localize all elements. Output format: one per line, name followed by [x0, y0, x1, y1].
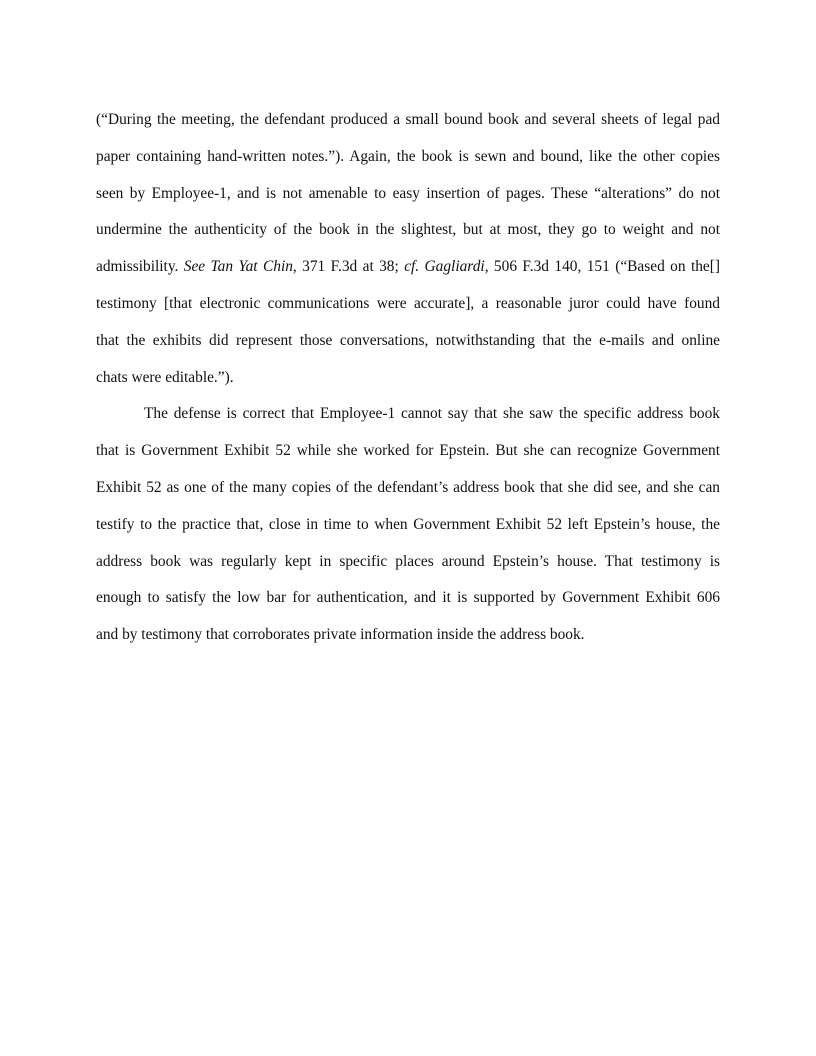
text-segment: , 371 F.3d at 38;	[292, 258, 405, 276]
text-line	[96, 404, 720, 424]
text-line	[96, 552, 720, 572]
text-segment: The defense is correct that Employee-1 cannot say that she saw the specific address book	[144, 405, 720, 423]
text-line	[96, 441, 720, 461]
text-segment: (“During the meeting, the defendant produced a small bound book and several sheets of legal pad	[96, 111, 720, 128]
text-line	[96, 220, 720, 240]
text-line	[96, 368, 720, 388]
text-line	[96, 110, 720, 130]
case-citation: cf. Gagliardi	[404, 258, 485, 276]
text-segment: enough to satisfy the low bar for authentication, and it is supported by Government Exhibit 606	[96, 589, 720, 607]
text-segment: that the exhibits did represent those conversations, notwithstanding that the e-mails and online	[96, 331, 720, 349]
text-line	[96, 625, 720, 645]
text-line	[96, 588, 720, 608]
text-segment: undermine the authenticity of the book in the slightest, but at most, they go to weight and not	[96, 221, 720, 239]
text-segment: testimony [that electronic communications were accurate], a reasonable juror could have found	[96, 295, 720, 312]
text-line	[96, 478, 720, 498]
text-segment: admissibility.	[96, 258, 184, 276]
case-citation: See Tan Yat Chin	[183, 258, 293, 276]
text-segment: testify to the practice that, close in time to when Government Exhibit 52 left Epstein’s house, the	[96, 515, 720, 533]
text-line	[96, 331, 720, 351]
text-segment: , 506 F.3d 140, 151 (“Based on the[]	[484, 258, 720, 276]
text-segment: paper containing hand-written notes.”). Again, the book is sewn and bound, like the other copies	[96, 147, 720, 165]
text-segment: that is Government Exhibit 52 while she worked for Epstein. But she can recognize Government	[96, 442, 720, 460]
text-line	[96, 257, 720, 277]
text-segment: seen by Employee-1, and is not amenable to easy insertion of pages. These “alterations” do not	[96, 184, 720, 202]
text-segment: Exhibit 52 as one of the many copies of the defendant’s address book that she did see, and she can	[96, 479, 720, 496]
text-segment: chats were editable.”).	[96, 368, 234, 386]
text-line	[96, 515, 720, 535]
text-line	[96, 294, 720, 314]
text-segment: address book was regularly kept in specific places around Epstein’s house. That testimony is	[96, 552, 720, 570]
text-line	[96, 147, 720, 167]
text-segment: and by testimony that corroborates private information inside the address book.	[96, 626, 585, 644]
text-line	[96, 184, 720, 204]
